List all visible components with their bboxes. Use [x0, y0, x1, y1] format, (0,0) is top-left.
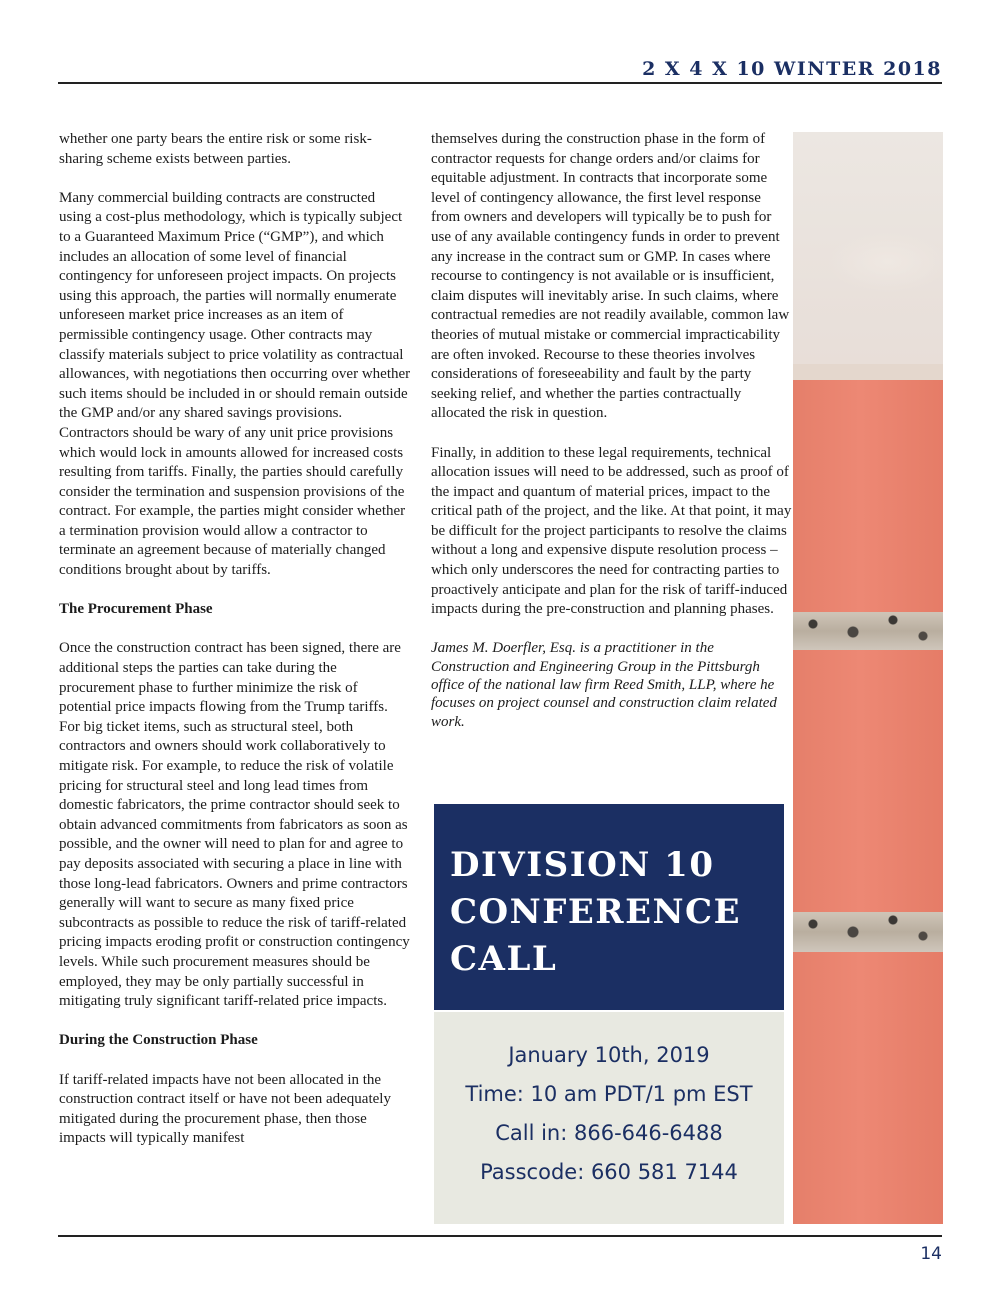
article-paragraph: themselves during the construction phase in the form of contractor requests for change orders and/or claims for equitable adjustment. In contracts that incorporate some level of contingency allowance, the first level response from owners and developers will typically be to push for use of any available contingency funds in order to prevent any increase in the contract sum or GMP. In cases where recourse to contingency is not available or is insufficient, claim disputes will inevitably arise. In such claims, where contractual remedies are not readily available, common law theories of mutual mistake or commercial impracticability are often invoked. Recourse to these theories involves considerations of foreseeability and fault by the party seeking relief, and whether the parties contractually allocated the risk in question. [431, 131, 790, 422]
page-number: 14 [920, 1244, 942, 1264]
call-passcode: Passcode: 660 581 7144 [480, 1160, 738, 1184]
photo-brick-band [793, 380, 943, 612]
article-paragraph: Finally, in addition to these legal requirements, technical allocation issues will need to be addressed, such as proof of the impact and quantum of material prices, impact to the critical path of the project, and the like. At that point, it may be difficult for the project participants to resolve the claims without a long and expensive dispute resolution process – which only underscores the need for contracting parties to proactively anticipate and plan for the risk of tariff-induced impacts during the pre-construction and planning phases. [431, 444, 792, 618]
photo-brick-band [793, 650, 943, 912]
section-heading-procurement: The Procurement Phase [59, 601, 213, 618]
photo-mortar-band [793, 364, 943, 380]
middle-article-column [431, 130, 793, 731]
photo-brick-band [793, 952, 943, 1224]
photo-mortar-band [793, 612, 943, 650]
article-paragraph: whether one party bears the entire risk or some risk-sharing scheme exists between parties. [59, 131, 372, 167]
article-paragraph: Once the construction contract has been signed, there are additional steps the parties can take during the procurement phase to further minimize the risk of potential price impacts flowing from the Trump tariffs. For big ticket items, such as structural steel, both contractors and owners should work collaboratively to mitigate risk. For example, to reduce the risk of volatile pricing for structural steel and long lead times from domestic fabricators, the prime contractor should seek to obtain advanced commitments from fabricators as soon as possible, and the owner will need to plan for and agree to pay deposits associated with securing a place in line with those long-lead fabricators. Owners and prime contractors generally will want to secure as many fixed price subcontracts as possible to reduce the risk of tariff-related pricing impacts eroding profit or construction contingency levels. While such procurement measures should be employed, they may be only partially successful in mitigating truly significant tariff-related price impacts. [59, 640, 410, 1010]
photo-mortar-band [793, 912, 943, 952]
brick-wall-photo [793, 132, 943, 1224]
footer-divider [58, 1235, 942, 1237]
section-heading-construction: During the Construction Phase [59, 1032, 258, 1049]
call-info-box [434, 1012, 784, 1224]
banner-title: DIVISION 10 CONFERENCE CALL [450, 845, 742, 979]
call-in-number: Call in: 866-646-6488 [495, 1121, 723, 1145]
article-paragraph: Many commercial building contracts are constructed using a cost-plus methodology, which is typically subject to a Guaranteed Maximum Price (“GMP”), and which includes an allocation of some level of financial contingency for unforeseen project impacts. On projects using this approach, the parties will normally enumerate unforeseen market price increases as an item of permissible contingency usage. Other contracts may classify materials subject to price volatility as contractual allowances, with negotiations then occurring over whether such items should be included in or should remain outside the GMP and/or any shared savings provisions. Contractors should be wary of any unit price provisions which would lock in amounts allowed for increased costs resulting from tariffs. Finally, the parties should carefully consider the termination and suspension provisions of the contract. For example, the parties might consider whether a termination provision would allow a contractor to terminate an agreement because of materially changed conditions brought about by tariffs. [59, 189, 411, 579]
call-date: January 10th, 2019 [508, 1043, 710, 1067]
call-time: Time: 10 am PDT/1 pm EST [465, 1082, 753, 1106]
header-divider [58, 82, 942, 84]
conference-call-banner [434, 804, 784, 1010]
publication-header: 2 X 4 X 10 WINTER 2018 [642, 58, 942, 80]
left-article-column [59, 130, 411, 1168]
author-bio: James M. Doerfler, Esq. is a practitioner in the Construction and Engineering Group in the Pittsburgh office of the national law firm Reed Smith, LLP, where he focuses on project counsel and construction claim related work. [431, 640, 777, 730]
article-paragraph: If tariff-related impacts have not been allocated in the construction contract itself or have not been adequately mitigated during the procurement phase, then those impacts will typically manifest [59, 1071, 391, 1147]
